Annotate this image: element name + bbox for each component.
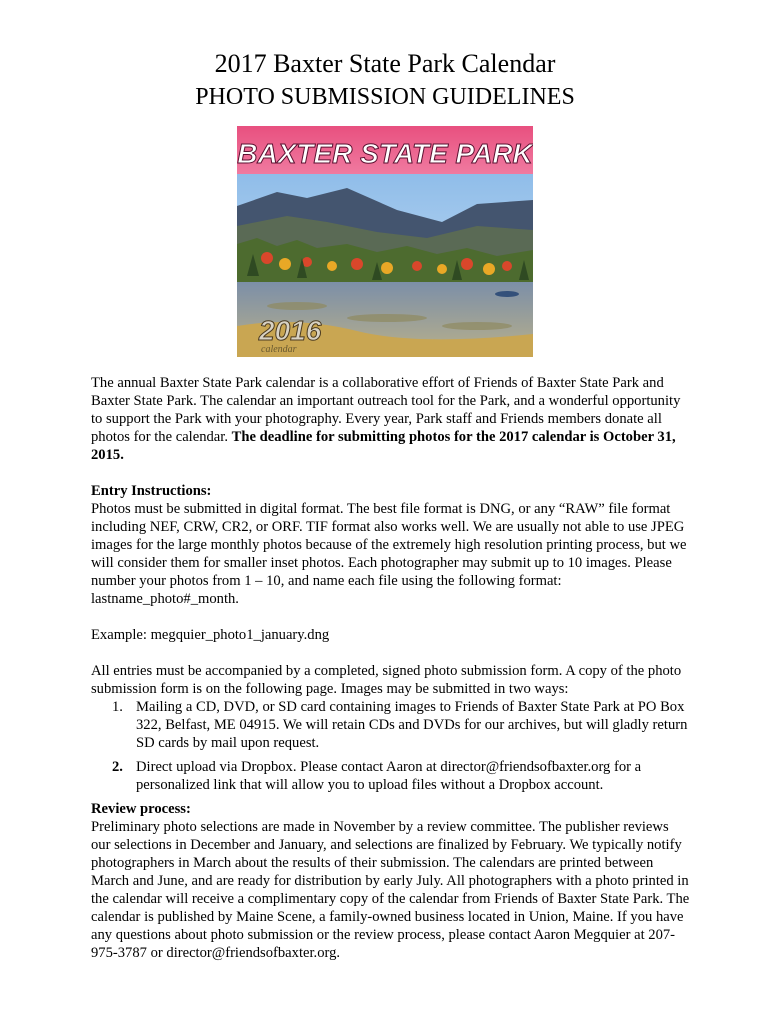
document-title: 2017 Baxter State Park Calendar [214,49,556,78]
list-item-text: Direct upload via Dropbox. Please contact Aaron at director@friendsofbaxter.org for a personalized link that will allow you to upload files without a Dropbox account. [136,759,642,793]
cover-sub-text: calendar [261,344,297,355]
intro-text: The annual Baxter State Park calendar is a collaborative effort of Friends of Baxter State Park and Baxter State Park. The calendar an important outreach tool for the Park, and a wonderful opportunity to support the Park with your photography. Every year, Park staff and Friends members donate all photos for the calendar. [91,375,681,445]
list-item-number: 2. [112,759,123,775]
document-subtitle: PHOTO SUBMISSION GUIDELINES [195,84,575,110]
calendar-cover-illustration [237,126,533,357]
calendar-cover-image [237,126,533,357]
example-text: Example: megquier_photo1_january.dng [91,627,330,643]
cover-year-text: 2016 [259,315,322,346]
intro-paragraph [91,374,691,464]
cover-banner-text: BAXTER STATE PARK [237,138,533,169]
list-item-number: 1. [112,699,123,715]
document-body [91,374,691,962]
deadline-text: The deadline for submitting photos for the 2017 calendar is October 31, 2015. [91,429,676,463]
submission-methods-list [91,698,691,794]
review-heading: Review process: [91,801,191,817]
list-item [91,758,691,794]
review-paragraph: Preliminary photo selections are made in November by a review committee. The publisher reviews our selections in December and January, and selections are finalized by February. We typically notify photographers in March about the results of their submission. The calendars are printed between March and June, and are ready for distribution by early July. All photographers with a photo printed in the calendar will receive a complimentary copy of the calendar from Friends of Baxter State Park. The calendar is published by Maine Scene, a family-owned business located in Union, Maine. If you have any questions about photo submission or the review process, please contact Aaron Megquier at 207-975-3787 or director@friendsofbaxter.org. [91,819,690,961]
form-paragraph: All entries must be accompanied by a completed, signed photo submission form. A copy of the photo submission form is on the following page. Images may be submitted in two ways: [91,663,682,697]
list-item-text: Mailing a CD, DVD, or SD card containing images to Friends of Baxter State Park at PO Box 322, Belfast, ME 04915. We will retain CDs and DVDs for our archives, but will gladly return SD cards by mail upon request. [136,699,688,751]
entry-paragraph: Photos must be submitted in digital format. The best file format is DNG, or any “RAW” file format including NEF, CRW, CR2, or ORF. TIF format also works well. We are usually not able to use JPEG images for the large monthly photos because of the extremely high resolution printing process, but we will consider them for smaller inset photos. Each photographer may submit up to 10 images. Please number your photos from 1 – 10, and name each file using the following format: lastname_photo#_month. [91,501,687,607]
entry-heading: Entry Instructions: [91,483,212,499]
list-item [91,698,691,752]
